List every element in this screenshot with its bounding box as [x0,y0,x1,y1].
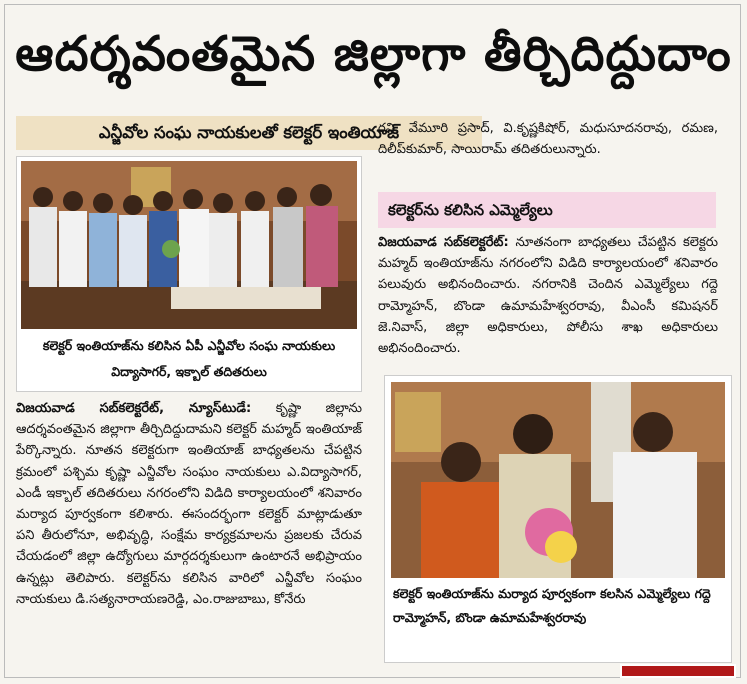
main-story-dateline: విజయవాడ సబ్‌కలెక్టరేట్, న్యూస్‌టుడే: [16,401,252,416]
photo1-illustration [21,161,357,329]
accent-red-bar [620,664,736,678]
photo1-caption: కలెక్టర్ ఇంతియాజ్‌ను కలిసిన ఏపీ ఎన్జీవోల సంఘ నాయకులు విద్యాసాగర్, ఇక్బాల్ తదితరులు [42,338,336,379]
second-story-dateline: విజయవాడ సబ్‌కలెక్టరేట్: [378,235,509,250]
second-story-body: నూతనంగా బాధ్యతలు చేపట్టిన కలెక్టరు మహ్మద్ ఇంతియాజ్‌ను నగరంలోని విడిది కార్యాలయంలో శనివారం పలువురు అభినందించారు. నగరానికి చెందిన ఎమ్మెల్యేలు గద్దె రామ్మోహన్, బొండా ఉమామహేశ్వరరావు, వీఎంసీ కమిషనర్ జె.నివాస్, జిల్లా అధికారులు, పోలీసు శాఖ అధికారులు అభినందించారు. [378,235,723,357]
headline: ఆదర్శవంతమైన జిల్లాగా తీర్చిదిద్దుదాం [15,26,732,82]
second-story-heading: కలెక్టర్‌ను కలిసిన ఎమ్మెల్యేలు [378,192,716,228]
subheadline: ఎన్జీవోల సంఘ నాయకులతో కలెక్టర్ ఇంతియాజ్ [16,116,482,150]
main-story-continuation: రవి, వేమూరి ప్రసాద్, వి.కృష్ణకిషోర్, మధుసూదనరావు, రమణ, దిలీప్‌కుమార్, సాయిరామ్ తదితరులున్నారు. [378,121,723,158]
main-story-body: కృష్ణా జిల్లాను ఆదర్శవంతమైన జిల్లాగా తీర్చిదిద్దుదామని కలెక్టర్ మహ్మద్ ఇంతియాజ్ పేర్కొన్నారు. నూతన కలెక్టరుగా ఇంతియాజ్ బాధ్యతలను చేపట్టిన క్రమంలో పశ్చిమ కృష్ణా ఎన్జీవోల సంఘం నాయకులు ఎ.విద్యాసాగర్, ఎండీ ఇక్బాల్ తదితరులు నగరంలోని విడిది కార్యాలయంలో శనివారం మర్యాద పూర్వకంగా కలిశారు. ఈసందర్భంగా కలెక్టర్ మాట్లాడుతూ పని తీరులోనూ, అభివృద్ధి, సంక్షేమ కార్యక్రమాలను ప్రజలకు చేరువ చేయడంలో జిల్లా ఉద్యోగులు మార్గదర్శకులుగా ఉంటారనే అభిప్రాయం ఉన్నట్లు తెలిపారు. కలెక్టర్‌ను కలిసిన వారిలో ఎన్జీవోల సంఘం నాయకులు డి.సత్యనారాయణరెడ్డి, ఎం.రాజుబాబు, కోనేరు [16,401,367,607]
second-story [378,232,723,359]
photo2-frame [384,375,732,663]
photo2-illustration [391,382,725,578]
photo2-felicitation [391,382,725,578]
photo1-group-meeting [21,161,357,329]
photo2-caption: కలెక్టర్ ఇంతియాజ్‌ను మర్యాద పూర్వకంగా కలసిన ఎమ్మెల్యేలు గద్దె రామ్మోహన్, బొండా ఉమామహేశ్వరరావు [393,586,711,625]
main-story [16,398,367,610]
photo1-frame [16,156,362,392]
